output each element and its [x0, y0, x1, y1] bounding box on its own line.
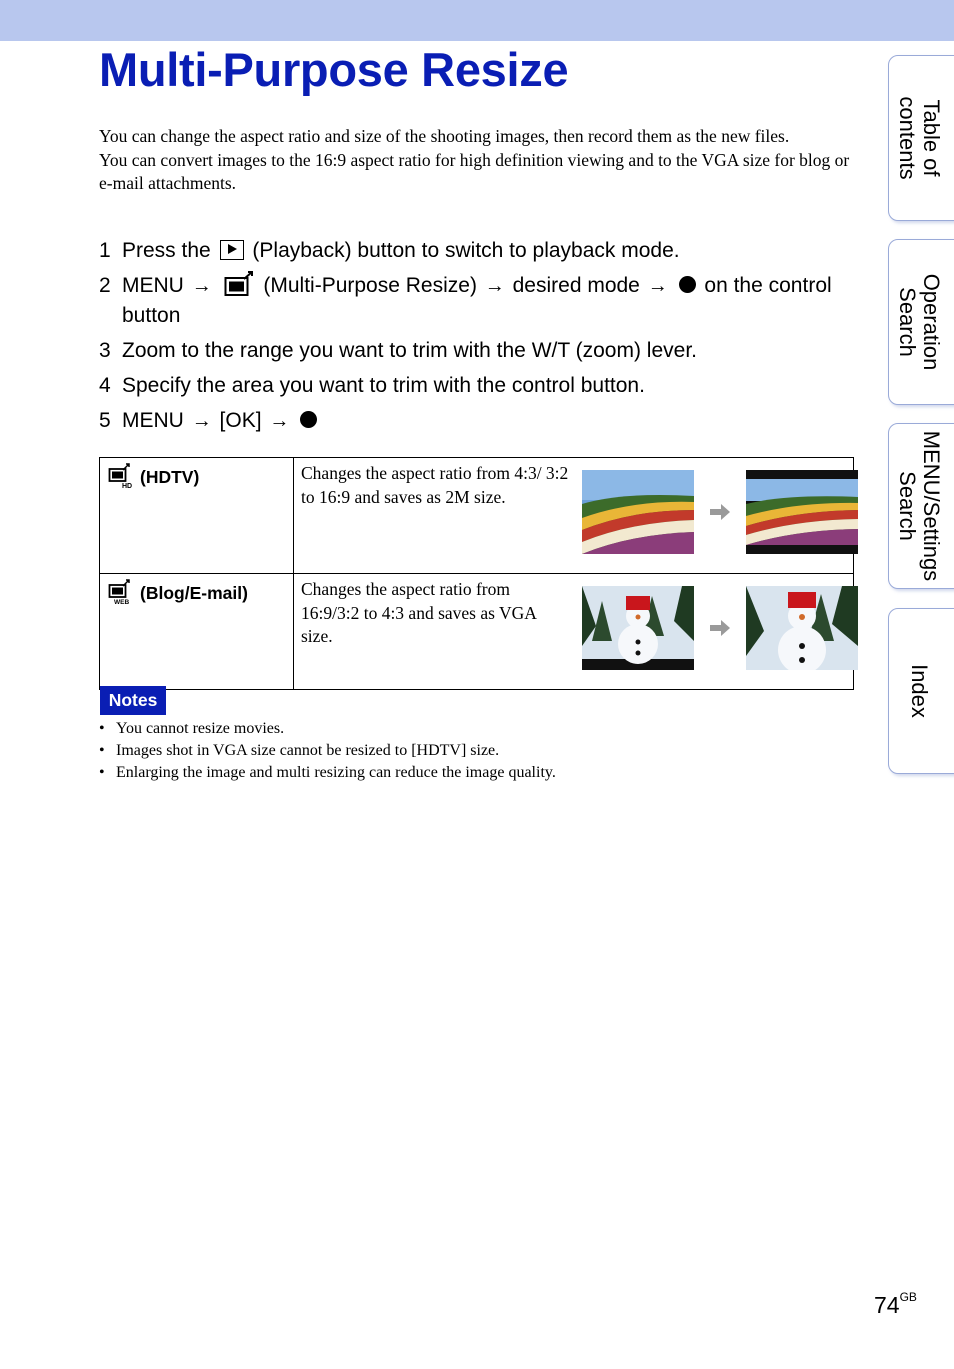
mode-name: (HDTV)	[140, 467, 200, 487]
tab-operation-search[interactable]	[888, 239, 954, 405]
flower-field-before-image	[582, 470, 694, 554]
step-text: Specify the area you want to trim with the control button.	[122, 374, 645, 397]
snowman-before-image	[582, 586, 694, 670]
hdtv-resize-icon	[108, 463, 134, 489]
menu-label: MENU	[122, 409, 184, 432]
svg-text:WEB: WEB	[114, 599, 130, 605]
mode-name-cell	[100, 574, 294, 690]
tab-label: Table of contents	[895, 96, 944, 180]
tab-table-of-contents[interactable]	[888, 55, 954, 221]
multi-purpose-resize-icon	[224, 271, 254, 297]
playback-icon	[220, 240, 244, 260]
mode-description-cell	[294, 458, 854, 574]
note-item: • Images shot in VGA size cannot be resized to [HDTV] size.	[99, 740, 851, 762]
tab-index[interactable]	[888, 608, 954, 774]
step-list	[99, 236, 859, 441]
arrow-right-icon: →	[191, 275, 212, 297]
step-1	[99, 236, 859, 266]
step-4	[99, 371, 859, 401]
page-number-value: 74	[874, 1292, 900, 1318]
conversion-arrow-icon	[709, 503, 731, 521]
step-text: (Multi-Purpose Resize)	[263, 274, 477, 297]
step-text: Zoom to the range you want to trim with the W/T (zoom) lever.	[122, 339, 697, 362]
svg-text:HD: HD	[122, 483, 133, 489]
table-row	[100, 574, 854, 690]
intro-paragraph: You can change the aspect ratio and size of the shooting images, then record them as the new files.	[99, 126, 790, 146]
page-number	[874, 1290, 917, 1319]
mode-name-cell	[100, 458, 294, 574]
snowman-after-image	[746, 586, 858, 670]
arrow-right-icon: →	[647, 275, 668, 297]
step-number: 5	[99, 409, 111, 432]
header-band	[0, 0, 954, 41]
note-item: • Enlarging the image and multi resizing can reduce the image quality.	[99, 762, 851, 784]
page-number-suffix: GB	[899, 1290, 917, 1304]
flower-field-after-image	[746, 470, 858, 554]
tab-label: MENU/Settings Search	[895, 430, 944, 582]
center-button-icon	[300, 411, 317, 428]
step-text: Press the	[122, 239, 211, 262]
web-resize-icon	[108, 579, 134, 605]
step-5	[99, 406, 859, 436]
notes-badge: Notes	[100, 686, 166, 715]
table-row	[100, 458, 854, 574]
center-button-icon	[679, 276, 696, 293]
notes-list	[99, 718, 851, 783]
step-text: on the control button	[122, 274, 832, 327]
arrow-right-icon: →	[484, 275, 505, 297]
mode-description-cell	[294, 574, 854, 690]
intro-text	[99, 125, 851, 196]
tab-label: Index	[907, 664, 932, 718]
arrow-right-icon: →	[269, 410, 290, 432]
menu-label: MENU	[122, 274, 184, 297]
tab-label: Operation Search	[895, 273, 944, 371]
step-number: 1	[99, 239, 111, 262]
step-3	[99, 336, 859, 366]
resize-mode-table	[99, 457, 854, 690]
note-item: • You cannot resize movies.	[99, 718, 851, 740]
step-number: 4	[99, 374, 111, 397]
step-text: desired mode	[512, 274, 640, 297]
mode-description: Changes the aspect ratio from 16:9/3:2 to 4:3 and saves as VGA size.	[301, 579, 536, 646]
arrow-right-icon: →	[191, 410, 212, 432]
step-2	[99, 271, 859, 331]
step-number: 2	[99, 274, 111, 297]
step-text: (Playback) button to switch to playback mode.	[252, 239, 680, 262]
conversion-arrow-icon	[709, 619, 731, 637]
intro-paragraph: You can convert images to the 16:9 aspect ratio for high definition viewing and to the VGA size for blog or e-mail attachments.	[99, 149, 850, 193]
tab-menu-settings-search[interactable]	[888, 423, 954, 589]
page-title: Multi-Purpose Resize	[99, 43, 569, 96]
mode-name: (Blog/E-mail)	[140, 583, 248, 603]
ok-label: [OK]	[219, 409, 262, 432]
step-number: 3	[99, 339, 111, 362]
mode-description: Changes the aspect ratio from 4:3/ 3:2 to 16:9 and saves as 2M size.	[301, 463, 569, 507]
